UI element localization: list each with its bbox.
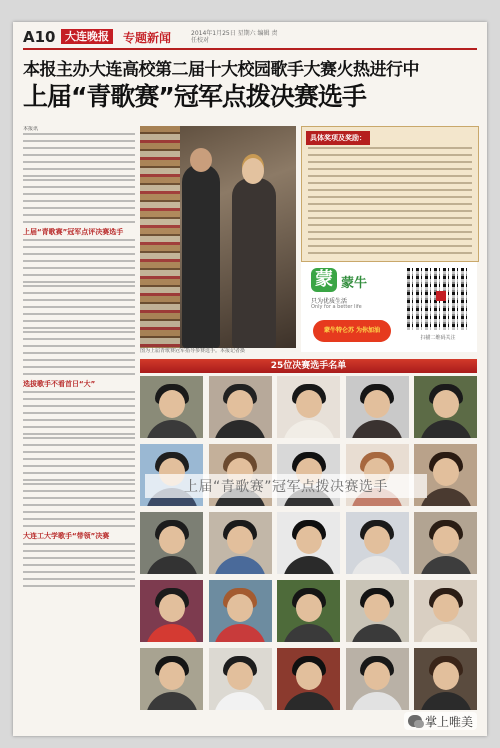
contestant-face bbox=[433, 526, 459, 554]
photo-person-male-head bbox=[190, 148, 212, 172]
contestant-face bbox=[433, 390, 459, 418]
article-paragraph bbox=[23, 391, 135, 435]
contestant-face bbox=[433, 662, 459, 690]
contestant-photo bbox=[140, 512, 203, 574]
finalists-grid bbox=[140, 376, 477, 710]
contestant-body bbox=[146, 624, 198, 642]
article-paragraph bbox=[23, 179, 135, 223]
contestant-photo bbox=[414, 376, 477, 438]
contestant-face bbox=[296, 526, 322, 554]
article-paragraph bbox=[23, 331, 135, 375]
contestant-face bbox=[159, 526, 185, 554]
wechat-icon bbox=[408, 715, 422, 727]
sponsor-slogan-en: Only for a better life bbox=[311, 304, 362, 310]
contestant-face bbox=[364, 390, 390, 418]
contestant-body bbox=[146, 692, 198, 710]
contestant-body bbox=[420, 692, 472, 710]
contestant-body bbox=[420, 420, 472, 438]
contestant-photo bbox=[277, 376, 340, 438]
article-text-column bbox=[23, 126, 135, 726]
issue-meta: 2014年1月25日 星期六 编辑 责任校对 bbox=[191, 30, 278, 44]
headline: 上届“青歌赛”冠军点拨决赛选手 bbox=[23, 82, 366, 111]
wechat-account-label: 掌上唯美 bbox=[424, 714, 473, 729]
kicker-line: 本报主办大连高校第二届十大校园歌手大赛火热进行中 bbox=[23, 60, 419, 80]
wechat-watermark bbox=[404, 712, 477, 730]
masthead bbox=[23, 28, 477, 50]
contestant-face bbox=[296, 594, 322, 622]
contestant-photo bbox=[277, 580, 340, 642]
article-subhead: 上届“青歌赛”冠军点评决赛选手 bbox=[23, 228, 124, 236]
contestant-face bbox=[227, 390, 253, 418]
article-paragraph: 本报讯 bbox=[23, 126, 135, 177]
overlay-caption: 上届“青歌赛”冠军点拨决赛选手 bbox=[145, 474, 427, 498]
contestant-face bbox=[227, 594, 253, 622]
finalists-banner: 25位决赛选手名单 bbox=[140, 359, 477, 373]
contestant-body bbox=[283, 556, 335, 574]
contestant-face bbox=[159, 662, 185, 690]
qr-logo-icon bbox=[436, 291, 446, 301]
contestant-body bbox=[283, 420, 335, 438]
contestant-photo bbox=[277, 648, 340, 710]
photo-person-female bbox=[232, 178, 276, 348]
section-name: 专题新闻 bbox=[123, 31, 172, 45]
contestant-face bbox=[364, 662, 390, 690]
contestant-photo bbox=[209, 376, 272, 438]
contestant-body bbox=[420, 624, 472, 642]
photo-caption: 图为上届青歌赛冠军指导参赛选手。本报记者摄 bbox=[140, 348, 246, 354]
contestant-face bbox=[159, 390, 185, 418]
newspaper-logo: 大连晚报 bbox=[61, 29, 113, 44]
contestant-face bbox=[364, 594, 390, 622]
sponsor-slogan: 只为优质生活 bbox=[311, 298, 348, 305]
contestant-body bbox=[214, 692, 266, 710]
contestant-photo bbox=[140, 648, 203, 710]
contestant-body bbox=[351, 692, 403, 710]
info-box-title: 具体奖项及奖励： bbox=[306, 131, 370, 145]
contestant-photo bbox=[346, 512, 409, 574]
page-number: A10 bbox=[23, 28, 56, 46]
contestant-body bbox=[146, 420, 198, 438]
info-box-text bbox=[308, 147, 472, 255]
contestant-photo bbox=[140, 376, 203, 438]
contestant-body bbox=[351, 556, 403, 574]
contestant-face bbox=[364, 526, 390, 554]
contestant-photo bbox=[140, 580, 203, 642]
contestant-photo bbox=[209, 580, 272, 642]
photo-background-shelf bbox=[140, 126, 180, 348]
article-paragraph bbox=[23, 285, 135, 329]
contestant-photo bbox=[414, 580, 477, 642]
contestant-body bbox=[146, 556, 198, 574]
contestant-photo bbox=[346, 648, 409, 710]
contestant-body bbox=[214, 420, 266, 438]
sponsor-badge: 蒙牛特仑苏 为你加油 bbox=[313, 320, 391, 342]
article-paragraph bbox=[23, 437, 135, 481]
article-subhead: 选拔歌手不看首日“大” bbox=[23, 380, 96, 388]
article-paragraph bbox=[23, 239, 135, 283]
contestant-face bbox=[296, 662, 322, 690]
contestant-body bbox=[283, 624, 335, 642]
contestant-face bbox=[159, 594, 185, 622]
article-paragraph bbox=[23, 483, 135, 527]
photo-person-female-head bbox=[242, 158, 264, 184]
qr-caption: 扫描二维码关注 bbox=[420, 335, 456, 341]
article-subhead: 大连工大学歌手“带领”决赛 bbox=[23, 532, 110, 540]
sponsor-brand: 蒙牛 bbox=[341, 276, 368, 291]
info-box bbox=[301, 126, 479, 262]
article-paragraph bbox=[23, 543, 135, 587]
contestant-body bbox=[214, 624, 266, 642]
newspaper-page bbox=[13, 22, 487, 736]
contestant-body bbox=[283, 692, 335, 710]
contestant-face bbox=[433, 594, 459, 622]
contestant-photo bbox=[209, 512, 272, 574]
contestant-body bbox=[420, 556, 472, 574]
main-photo bbox=[140, 126, 296, 348]
contestant-face bbox=[433, 458, 459, 486]
sponsor-ad bbox=[301, 262, 477, 352]
contestant-photo bbox=[414, 512, 477, 574]
contestant-body bbox=[420, 488, 472, 506]
photo-person-male bbox=[182, 164, 220, 348]
contestant-face bbox=[296, 390, 322, 418]
contestant-face bbox=[227, 662, 253, 690]
contestant-photo bbox=[346, 376, 409, 438]
contestant-photo bbox=[277, 512, 340, 574]
contestant-body bbox=[214, 556, 266, 574]
contestant-photo bbox=[209, 648, 272, 710]
mengniu-logo-icon: 蒙 bbox=[311, 268, 337, 292]
contestant-photo bbox=[346, 580, 409, 642]
contestant-face bbox=[227, 526, 253, 554]
contestant-body bbox=[351, 624, 403, 642]
contestant-body bbox=[351, 420, 403, 438]
contestant-photo bbox=[414, 648, 477, 710]
